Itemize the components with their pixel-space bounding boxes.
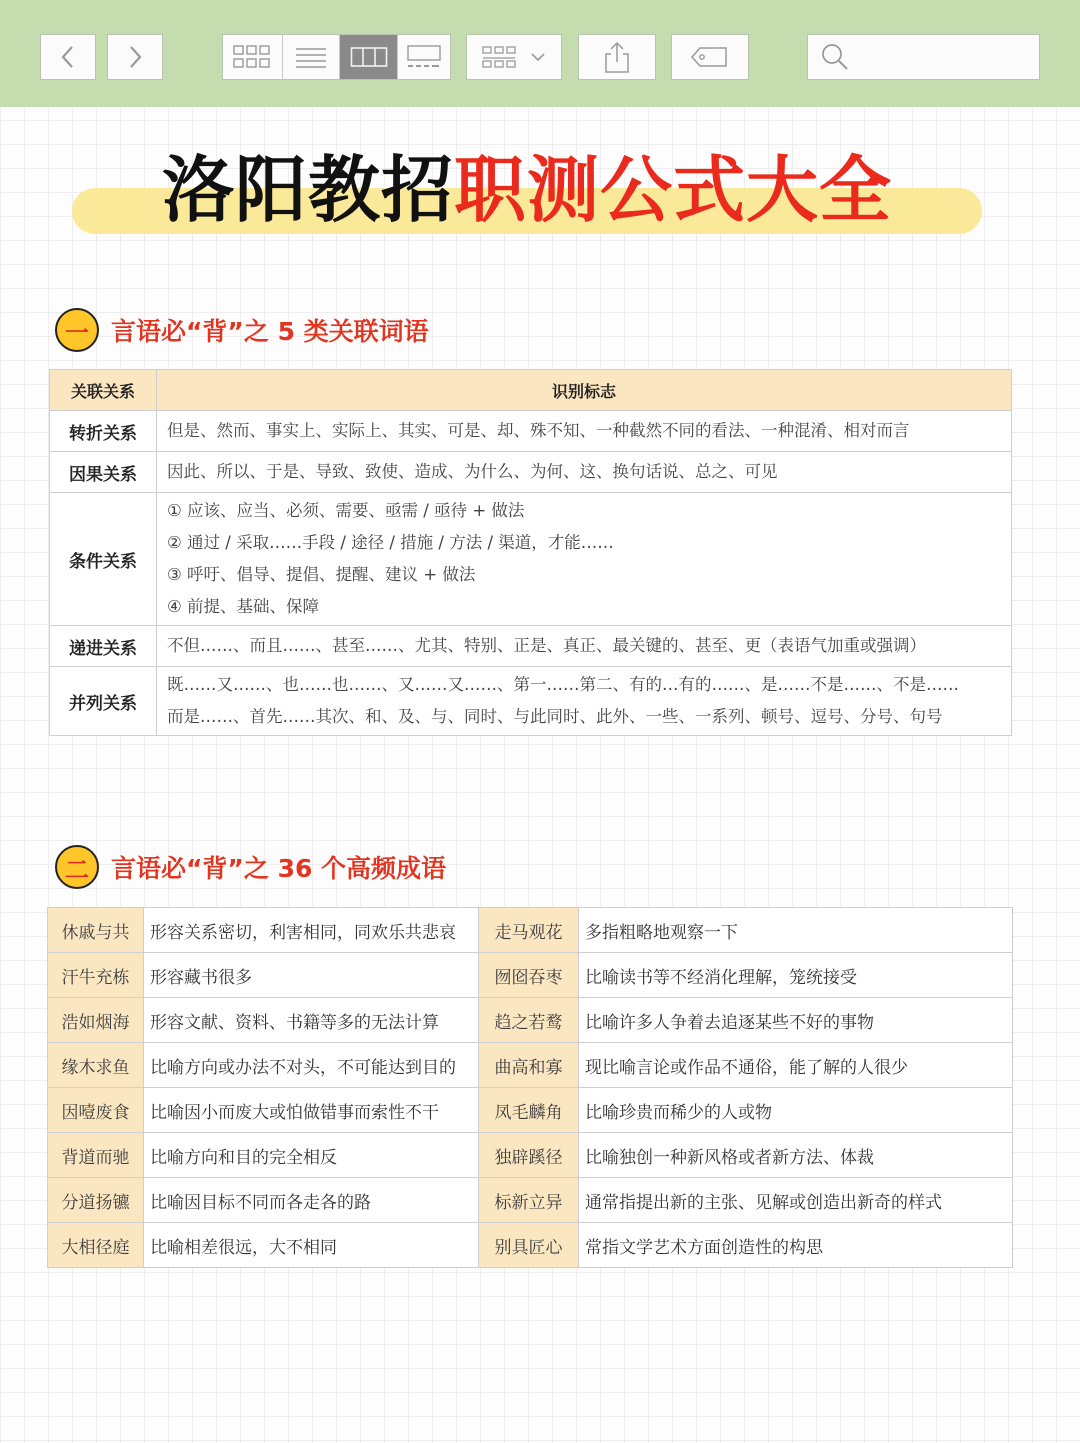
idiom-meaning: 比喻因小而废大或怕做错事而索性不干	[144, 1088, 479, 1133]
chevron-down-icon	[529, 50, 547, 64]
table-row	[50, 667, 1012, 736]
share-icon	[602, 40, 632, 74]
marker-line: 不但……、而且……、甚至……、尤其、特别、正是、真正、最关键的、甚至、更（表语气加重或强调）	[167, 636, 926, 655]
grid-view-icon	[232, 44, 272, 70]
idiom-meaning: 通常指提出新的主张、见解或创造出新奇的样式	[579, 1178, 1013, 1223]
gallery-view-button[interactable]	[398, 35, 450, 79]
marker-line: ④ 前提、基础、保障	[167, 597, 320, 616]
table-row	[50, 493, 1012, 626]
relation-name: 转折关系	[50, 411, 157, 452]
search-icon	[820, 42, 850, 72]
finder-toolbar	[0, 0, 1080, 107]
share-button[interactable]	[578, 34, 656, 80]
column-view-button[interactable]	[340, 35, 398, 79]
view-mode-group	[222, 34, 451, 80]
idiom-meaning: 常指文学艺术方面创造性的构思	[579, 1223, 1013, 1268]
table-row	[48, 1223, 1013, 1268]
table-row	[50, 452, 1012, 493]
idiom: 凤毛麟角	[479, 1088, 579, 1133]
idiom: 走马观花	[479, 908, 579, 953]
table-row	[48, 998, 1013, 1043]
table-row	[48, 953, 1013, 998]
idiom-meaning: 比喻珍贵而稀少的人或物	[579, 1088, 1013, 1133]
idiom: 趋之若鹜	[479, 998, 579, 1043]
marker-line: 而是……、首先……其次、和、及、与、同时、与此同时、此外、一些、一系列、顿号、逗号、分号、句号	[167, 707, 943, 726]
table-row	[50, 626, 1012, 667]
idiom-meaning: 现比喻言论或作品不通俗，能了解的人很少	[579, 1043, 1013, 1088]
list-view-icon	[294, 45, 328, 69]
relation-name: 递进关系	[50, 626, 157, 667]
relation-markers	[157, 452, 1012, 493]
section2-title: 言语必“背”之 36 个高频成语	[111, 854, 447, 883]
column-view-icon	[350, 45, 388, 69]
relation-name: 并列关系	[50, 667, 157, 736]
marker-line: 因此、所以、于是、导致、致使、造成、为什么、为何、这、换句话说、总之、可见	[167, 462, 778, 481]
table-row	[48, 1133, 1013, 1178]
idiom: 曲高和寡	[479, 1043, 579, 1088]
grid-view-button[interactable]	[223, 35, 283, 79]
idiom-meaning: 比喻方向或办法不对头，不可能达到目的	[144, 1043, 479, 1088]
title-text	[72, 140, 982, 240]
idiom: 汗牛充栋	[48, 953, 144, 998]
header-markers: 识别标志	[157, 370, 1012, 411]
idiom-meaning: 形容藏书很多	[144, 953, 479, 998]
section1-title: 言语必“背”之 5 类关联词语	[111, 317, 429, 346]
title-red-part: 职测公式大全	[454, 147, 893, 232]
table-row	[48, 908, 1013, 953]
idiom-table	[47, 907, 1013, 1268]
section1-header	[55, 308, 429, 352]
table-row	[50, 411, 1012, 452]
section2-number-badge: 二	[55, 845, 99, 889]
header-relation: 关联关系	[50, 370, 157, 411]
table-row	[48, 1043, 1013, 1088]
idiom-meaning: 形容文献、资料、书籍等多的无法计算	[144, 998, 479, 1043]
marker-line: 但是、然而、事实上、实际上、其实、可是、却、殊不知、一种截然不同的看法、一种混淆、相对而言	[167, 421, 910, 440]
gallery-view-icon	[405, 44, 443, 70]
idiom: 大相径庭	[48, 1223, 144, 1268]
back-button[interactable]	[40, 34, 96, 80]
idiom-meaning: 比喻许多人争着去追逐某些不好的事物	[579, 998, 1013, 1043]
marker-line: ③ 呼吁、倡导、提倡、提醒、建议 + 做法	[167, 565, 476, 584]
chevron-left-icon	[58, 44, 78, 70]
section2-header	[55, 845, 446, 889]
table-header-row	[50, 370, 1012, 411]
relation-name: 因果关系	[50, 452, 157, 493]
relation-markers	[157, 667, 1012, 736]
table-row	[48, 1088, 1013, 1133]
idiom-meaning: 比喻独创一种新风格或者新方法、体裁	[579, 1133, 1013, 1178]
title-black-part: 洛阳教招	[161, 147, 454, 232]
idiom-meaning: 多指粗略地观察一下	[579, 908, 1013, 953]
marker-line: ① 应该、应当、必须、需要、亟需 / 亟待 + 做法	[167, 501, 525, 520]
conjunction-table	[49, 369, 1012, 736]
idiom-meaning: 比喻读书等不经消化理解，笼统接受	[579, 953, 1013, 998]
idiom-meaning: 比喻因目标不同而各走各的路	[144, 1178, 479, 1223]
relation-markers	[157, 493, 1012, 626]
idiom: 缘木求鱼	[48, 1043, 144, 1088]
marker-line: ② 通过 / 采取……手段 / 途径 / 措施 / 方法 / 渠道，才能……	[167, 533, 614, 552]
forward-button[interactable]	[107, 34, 163, 80]
idiom: 别具匠心	[479, 1223, 579, 1268]
tag-button[interactable]	[671, 34, 749, 80]
table-row	[48, 1178, 1013, 1223]
idiom: 因噎废食	[48, 1088, 144, 1133]
idiom-meaning: 比喻相差很远，大不相同	[144, 1223, 479, 1268]
chevron-right-icon	[125, 44, 145, 70]
idiom-meaning: 形容关系密切，利害相同，同欢乐共悲哀	[144, 908, 479, 953]
relation-name: 条件关系	[50, 493, 157, 626]
page-title	[72, 140, 982, 240]
idiom: 分道扬镳	[48, 1178, 144, 1223]
tag-icon	[690, 45, 730, 69]
group-by-button[interactable]	[466, 34, 562, 80]
idiom: 标新立异	[479, 1178, 579, 1223]
marker-line: 既……又……、也……也……、又……又……、第一……第二、有的…有的……、是……不是……、不是……	[167, 675, 959, 694]
idiom: 背道而驰	[48, 1133, 144, 1178]
idiom: 独辟蹊径	[479, 1133, 579, 1178]
relation-markers	[157, 411, 1012, 452]
list-view-button[interactable]	[283, 35, 341, 79]
idiom-meaning: 比喻方向和目的完全相反	[144, 1133, 479, 1178]
idiom: 浩如烟海	[48, 998, 144, 1043]
search-input[interactable]	[807, 34, 1040, 80]
relation-markers	[157, 626, 1012, 667]
group-by-icon	[481, 45, 521, 69]
section1-number-badge: 一	[55, 308, 99, 352]
idiom: 休戚与共	[48, 908, 144, 953]
idiom: 囫囵吞枣	[479, 953, 579, 998]
